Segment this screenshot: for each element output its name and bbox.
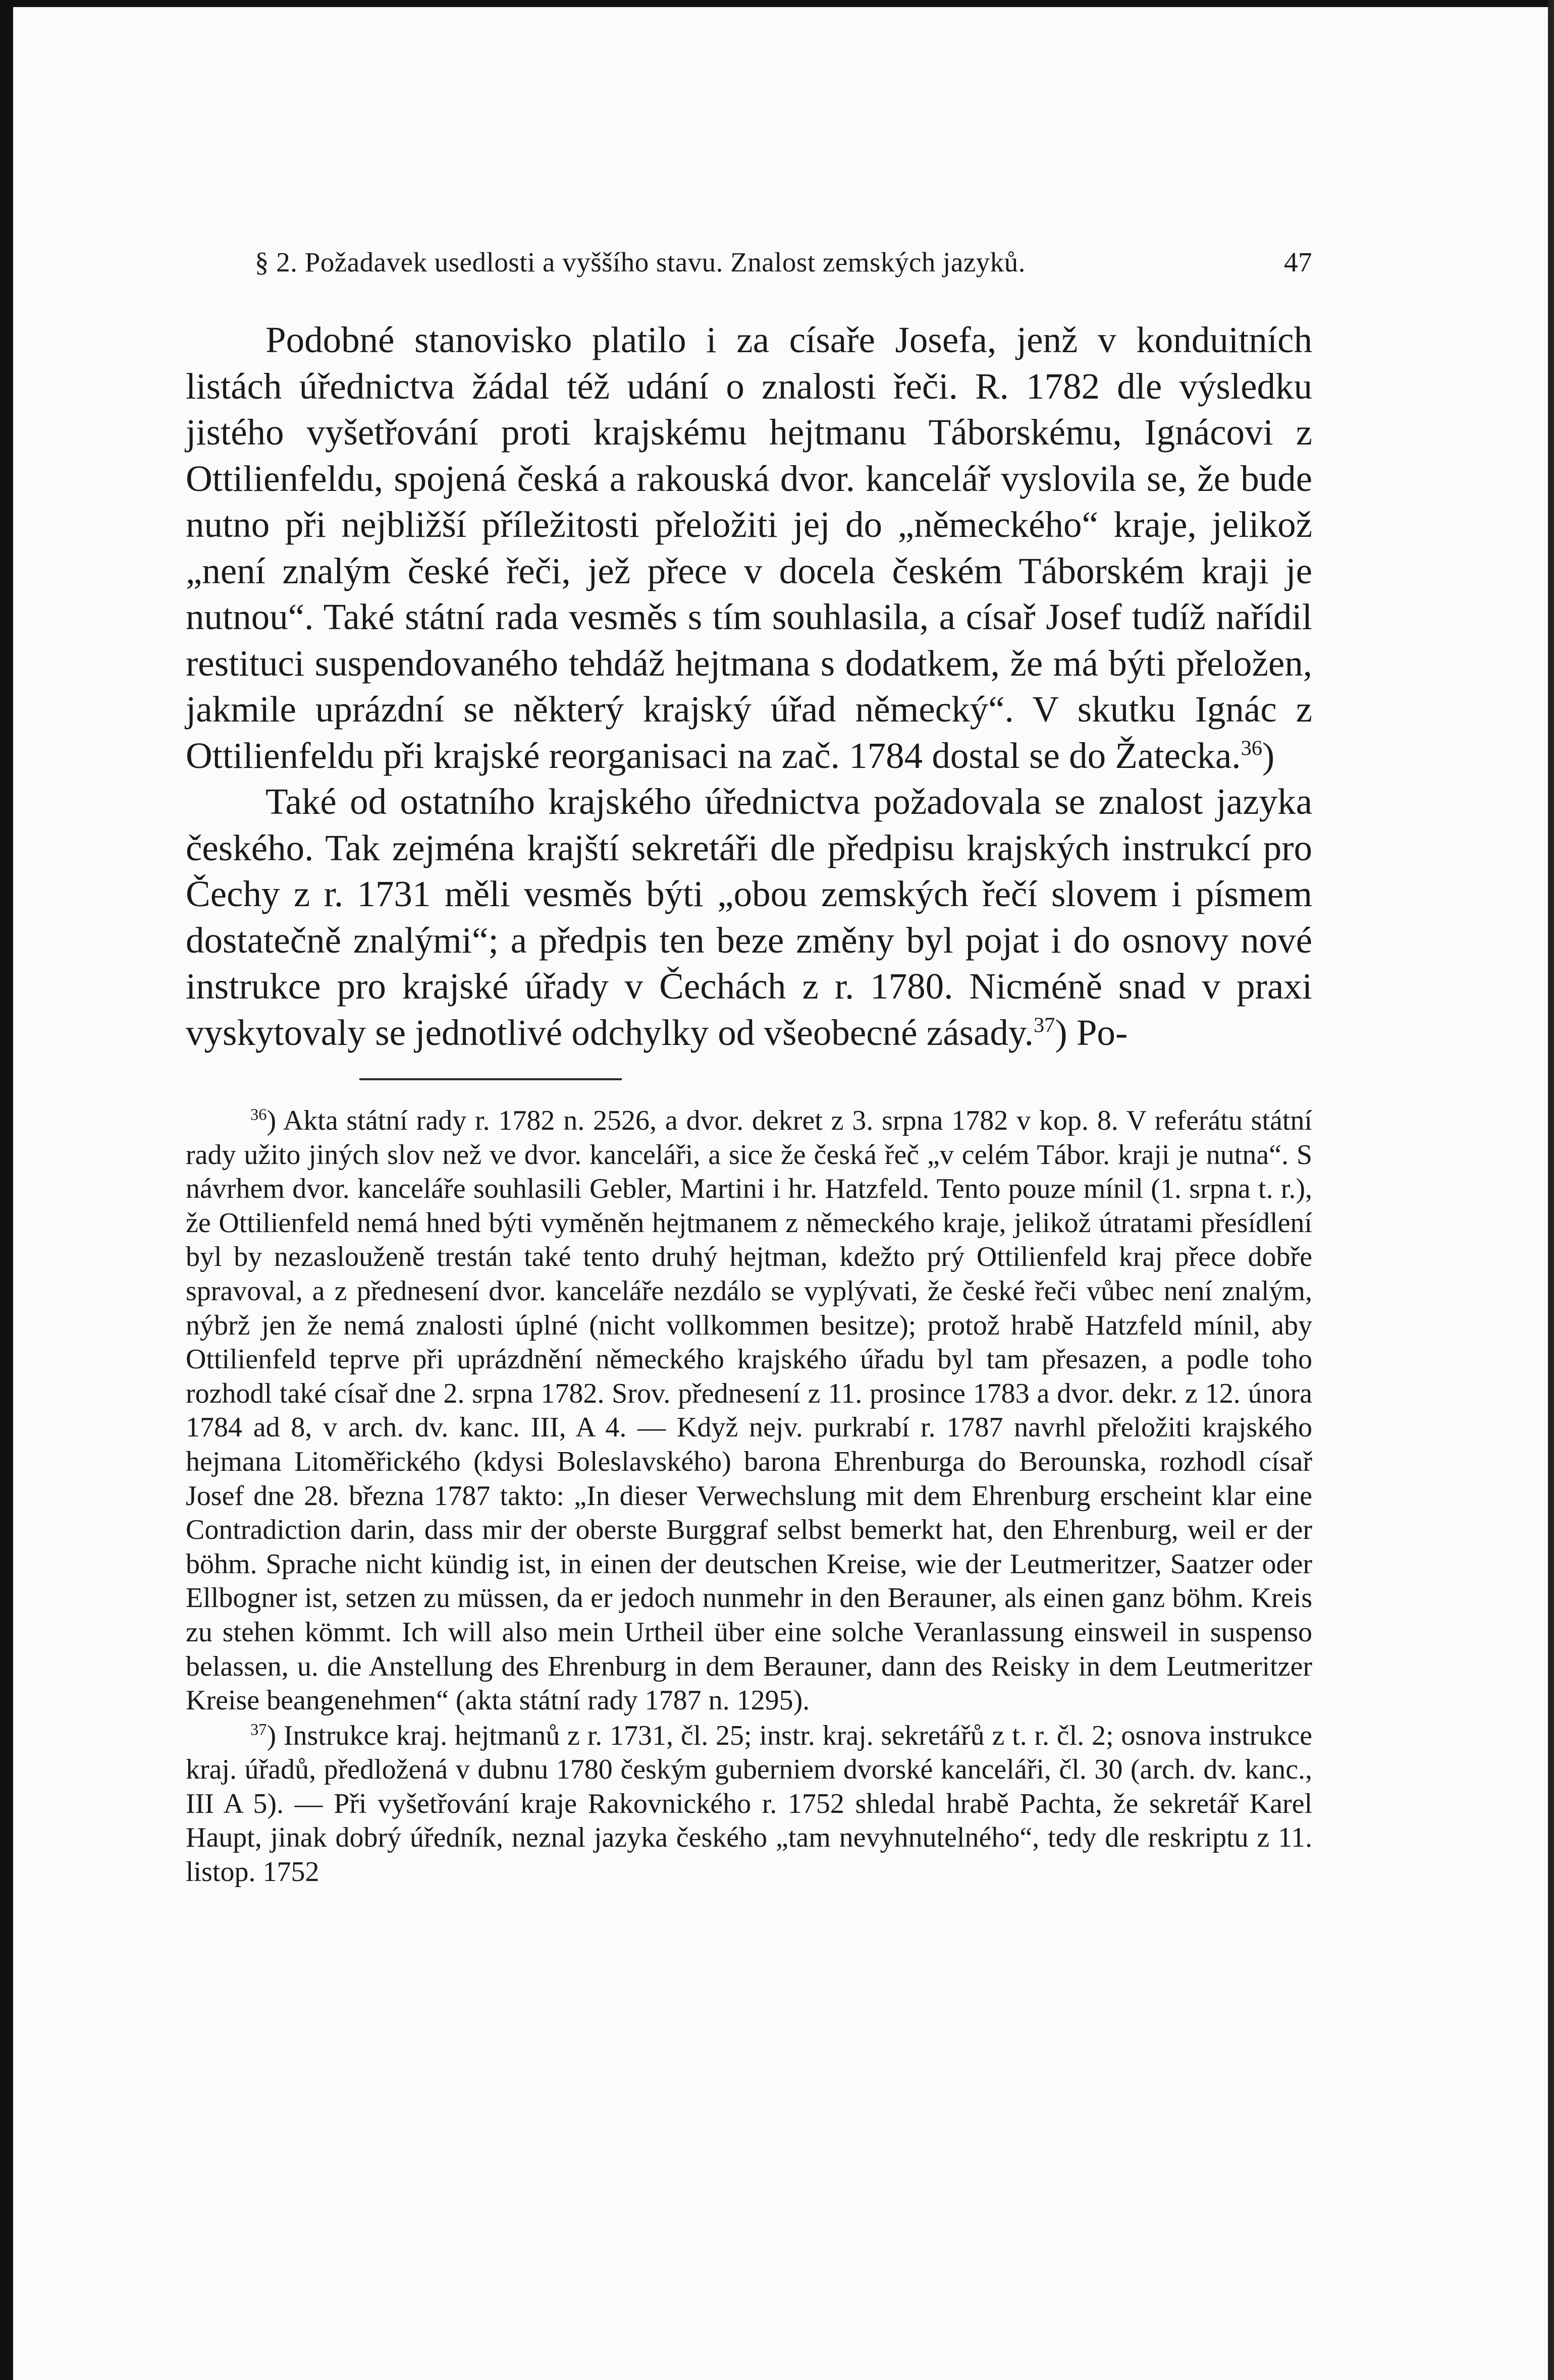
paragraph-1-end: ) xyxy=(1262,735,1275,776)
footnote-divider xyxy=(359,1078,622,1080)
footnote-36-text: ) Akta státní rady r. 1782 n. 2526, a dvor. dekret z 3. srpna 1782 v kop. 8. V referátu státní rady užito jiných slov než ve dvor. kanceláři, a sice že česká řeč „v celém Tábor. kraji je nutna“. S návrhem dvor. kanceláře souhlasili Gebler, Martini i hr. Hatzfeld. Tento pouze mínil (1. srpna t. r.), že Ottilienfeld nemá hned býti vyměněn hejtmanem z německého kraje, jelikož útratami přesídlení byl by nezaslouženě trestán také tento druhý hejtman, kdežto prý Ottilienfeld kraj přece dobře spravoval, a z přednesení dvor. kanceláře nezdálo se vyplývati, že české řeči vůbec není znalým, nýbrž jen že nemá znalosti úplné (nicht vollkommen besitze); protož hrabě Hatzfeld mínil, aby Ottilienfeld teprve při uprázdnění německého krajského úřadu byl tam přesazen, a podle toho rozhodl také císař dne 2. srpna 1782. Srov. přednesení z 11. prosince 1783 a dvor. dekr. z 12. února 1784 ad 8, v arch. dv. kanc. III, A 4. — Když nejv. purkrabí r. 1787 navrhl přeložiti krajského hejmana Litoměřického (kdysi Boleslavského) barona Ehrenburga do Berounska, rozhodl císař Josef dne 28. března 1787 takto: „In dieser Verwechslung mit dem Ehrenburg erscheint klar eine Contradiction darin, dass mir der oberste Burggraf selbst bemerkt hat, den Ehrenburg, weil er der böhm. Sprache nicht kündig ist, in einen der deutschen Kreise, wie der Leutmeritzer, Saatzer oder Ellbogner ist, setzen zu müssen, da er jedoch nunmehr in den Berauner, als einen ganz böhm. Kreis zu stehen kömmt. Ich will also mein Urtheil über eine solche Veranlassung einsweil in suspenso belassen, u. die Anstellung des Ehrenburg in dem Berauner, dann des Reisky in dem Leutmeritzer Kreise beangenehmen“ (akta státní rady 1787 n. 1295). xyxy=(186,1105,1312,1717)
footnotes xyxy=(186,1104,1312,1890)
footnote-36 xyxy=(186,1104,1312,1718)
scan-border-top xyxy=(0,0,1554,7)
scan-border-left xyxy=(0,0,13,2380)
paragraph-2 xyxy=(186,779,1312,1056)
paragraph-1 xyxy=(186,317,1312,779)
page-number: 47 xyxy=(1284,247,1312,278)
paragraph-1-text: Podobné stanovisko platilo i za císaře Josefa, jenž v konduitních listách úřednictva žádal též udání o znalosti řeči. R. 1782 dle výsledku jistého vyšetřování proti krajskému hejtmanu Táborskému, Ignácovi z Ottilienfeldu, spojená česká a rakouská dvor. kancelář vyslovila se, že bude nutno při nejbližší příležitosti přeložiti jej do „německého“ kraje, jelikož „není znalým české řeči, jež přece v docela českém Táborském kraji je nutnou“. Také státní rada vesměs s tím souhlasila, a císař Josef tudíž nařídil restituci suspendovaného tehdáž hejtmana s dodatkem, že má býti přeložen, jakmile uprázdní se některý krajský úřad německý“. V skutku Ignác z Ottilienfeldu při krajské reorganisaci na zač. 1784 dostal se do Žatecka. xyxy=(186,319,1312,776)
scan-border-right xyxy=(1548,0,1554,2380)
footnote-ref-36: 36 xyxy=(1241,736,1262,760)
running-title: § 2. Požadavek usedlosti a vyššího stavu. Znalost zemských jazyků. xyxy=(255,247,1026,278)
footnote-37-mark: 37 xyxy=(250,1721,267,1739)
footnote-37-text: ) Instrukce kraj. hejtmanů z r. 1731, čl. 25; instr. kraj. sekretářů z t. r. čl. 2; osnova instrukce kraj. úřadů, předložená v dubnu 1780 českým guberniem dvorské kanceláři, čl. 30 (arch. dv. kanc., III A 5). — Při vyšetřování kraje Rakovnického r. 1752 shledal hrabě Pachta, že sekretář Karel Haupt, jinak dobrý úředník, neznal jazyka českého „tam nevyhnutelného“, tedy dle reskriptu z 11. listop. 1752 xyxy=(186,1720,1312,1888)
main-text xyxy=(186,317,1312,1056)
paragraph-2-end: ) Po- xyxy=(1055,1012,1128,1053)
paragraph-2-text: Také od ostatního krajského úřednictva požadovala se znalost jazyka českého. Tak zejména krajští sekretáři dle předpisu krajských instrukcí pro Čechy z r. 1731 měli vesměs býti „obou zemských řečí slovem i písmem dostatečně znalými“; a předpis ten beze změny byl pojat i do osnovy nové instrukce pro krajské úřady v Čechách z r. 1780. Nicméně snad v praxi vyskytovaly se jednotlivé odchylky od všeobecné zásady. xyxy=(186,781,1312,1053)
footnote-ref-37: 37 xyxy=(1033,1013,1055,1037)
footnote-37 xyxy=(186,1719,1312,1890)
footnote-36-mark: 36 xyxy=(250,1105,267,1124)
